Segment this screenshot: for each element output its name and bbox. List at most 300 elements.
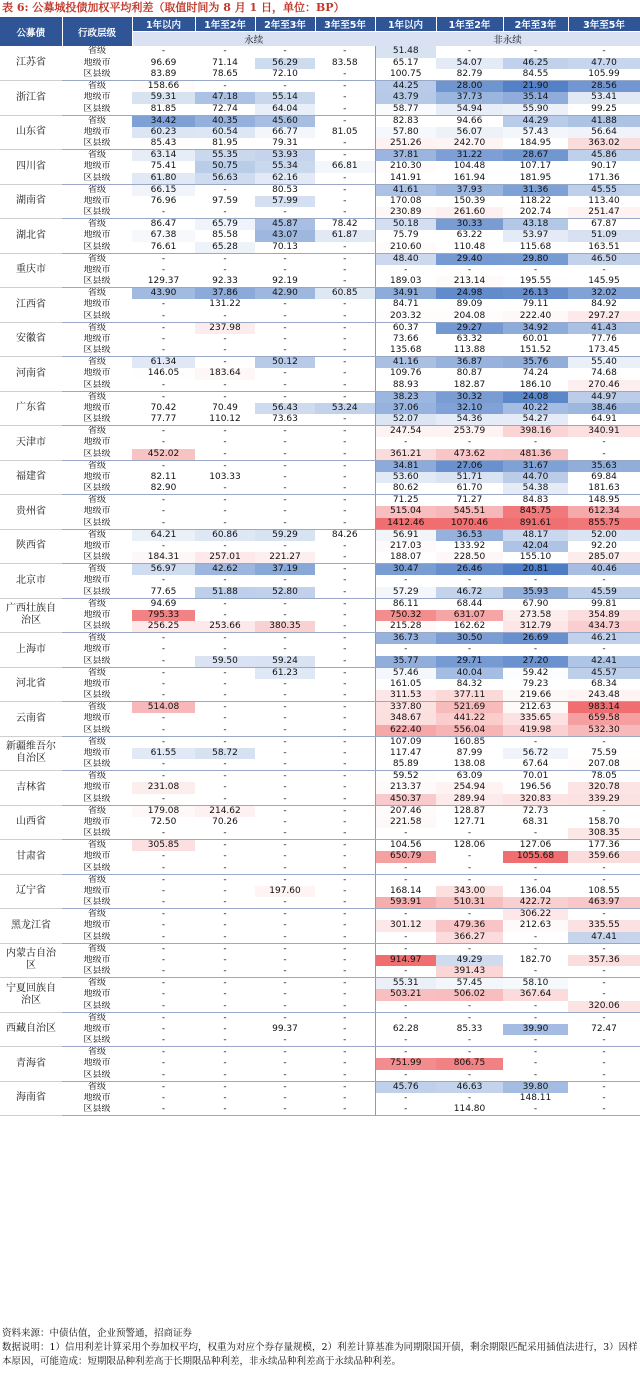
spread-value: 515.04 bbox=[375, 506, 436, 518]
spread-value: 60.37 bbox=[392, 322, 419, 333]
level-label: 区县级 bbox=[62, 483, 132, 495]
spread-value: 56.29 bbox=[255, 58, 315, 70]
spread-value: - bbox=[223, 978, 227, 988]
spread-value: 37.86 bbox=[195, 288, 255, 300]
spread-value: 593.91 bbox=[375, 897, 436, 909]
spread-value: 105.99 bbox=[568, 69, 640, 81]
spread-value: 207.46 bbox=[375, 805, 436, 817]
spread-value: - bbox=[375, 1001, 436, 1013]
spread-value: 74.24 bbox=[522, 368, 549, 379]
province-name: 河南省 bbox=[0, 357, 62, 392]
spread-value: 51.09 bbox=[568, 230, 640, 242]
province-name: 辽宁省 bbox=[0, 874, 62, 909]
table-row bbox=[0, 104, 640, 116]
spread-value: - bbox=[315, 357, 375, 369]
spread-value: - bbox=[315, 667, 375, 679]
spread-value: - bbox=[315, 1081, 375, 1093]
spread-value: 103.33 bbox=[209, 471, 241, 482]
spread-value: 42.62 bbox=[195, 564, 255, 576]
spread-value: 118.22 bbox=[519, 195, 552, 206]
table-row bbox=[0, 805, 640, 817]
level-label: 省级 bbox=[87, 357, 106, 367]
spread-value: - bbox=[602, 805, 606, 816]
spread-value: 54.94 bbox=[436, 104, 503, 116]
spread-value: - bbox=[283, 299, 287, 310]
spread-value: 34.92 bbox=[503, 322, 568, 334]
spread-value: 845.75 bbox=[503, 506, 568, 518]
spread-value: 24.98 bbox=[436, 288, 503, 300]
province-name: 江西省 bbox=[0, 288, 62, 323]
spread-value: 84.26 bbox=[315, 529, 375, 541]
spread-value: - bbox=[132, 863, 195, 875]
spread-value: - bbox=[283, 851, 287, 862]
spread-value: 251.26 bbox=[375, 138, 436, 150]
spread-value: - bbox=[195, 311, 255, 323]
spread-value: - bbox=[132, 1070, 195, 1082]
spread-value: 366.27 bbox=[436, 932, 503, 944]
province-name: 宁夏回族自治区 bbox=[0, 978, 62, 1013]
spread-value: - bbox=[195, 1070, 255, 1082]
spread-value: - bbox=[161, 426, 166, 436]
table-row bbox=[0, 541, 640, 553]
spread-value: 35.77 bbox=[375, 656, 436, 668]
spread-value: - bbox=[283, 264, 287, 275]
level-label: 地级市 bbox=[83, 471, 111, 482]
spread-value: 795.33 bbox=[132, 610, 195, 622]
spread-value: 78.05 bbox=[591, 771, 617, 781]
spread-value: - bbox=[467, 1092, 472, 1103]
spread-value: 148.11 bbox=[519, 1092, 552, 1103]
spread-value: - bbox=[315, 207, 375, 219]
spread-value: 253.66 bbox=[195, 621, 255, 633]
level-label: 地级市 bbox=[83, 161, 111, 172]
province-name: 湖南省 bbox=[0, 184, 62, 219]
level-label: 省级 bbox=[87, 909, 106, 919]
spread-value: - bbox=[315, 1001, 375, 1013]
level-label: 省级 bbox=[87, 1047, 106, 1057]
spread-value: 434.73 bbox=[568, 621, 640, 633]
spread-value: 84.32 bbox=[456, 678, 483, 689]
spread-value: - bbox=[161, 1081, 166, 1092]
spread-value: 56.64 bbox=[568, 127, 640, 139]
spread-value: 52.07 bbox=[375, 414, 436, 426]
spread-value: - bbox=[315, 851, 375, 863]
table-row bbox=[0, 633, 640, 645]
table-row bbox=[0, 357, 640, 369]
table-row bbox=[0, 196, 640, 208]
spread-value: 207.08 bbox=[568, 759, 640, 771]
spread-value: - bbox=[283, 81, 287, 91]
level-label: 省级 bbox=[87, 219, 106, 229]
spread-value: - bbox=[602, 1081, 606, 1092]
spread-value: 297.27 bbox=[568, 311, 640, 323]
table-row bbox=[0, 253, 640, 265]
spread-value: 52.00 bbox=[568, 529, 640, 541]
spread-value: 60.86 bbox=[195, 529, 255, 541]
spread-value: - bbox=[255, 207, 315, 219]
spread-value: - bbox=[255, 725, 315, 737]
spread-value: - bbox=[404, 437, 408, 448]
spread-value: - bbox=[315, 713, 375, 725]
spread-value: 31.67 bbox=[503, 460, 568, 472]
spread-value: 42.90 bbox=[255, 288, 315, 300]
spread-value: 54.38 bbox=[503, 483, 568, 495]
spread-value: 49.29 bbox=[436, 955, 503, 967]
spread-value: - bbox=[161, 920, 166, 931]
province-name: 重庆市 bbox=[0, 253, 62, 288]
spread-value: - bbox=[315, 104, 375, 116]
spread-value: 221.27 bbox=[255, 552, 315, 564]
spread-value: - bbox=[195, 725, 255, 737]
province-name: 四川省 bbox=[0, 150, 62, 185]
table-row bbox=[0, 242, 640, 254]
spread-value: 450.37 bbox=[375, 794, 436, 806]
level-label: 区县级 bbox=[62, 552, 132, 564]
spread-value: - bbox=[375, 966, 436, 978]
spread-value: - bbox=[315, 564, 375, 576]
spread-value: - bbox=[283, 471, 287, 482]
spread-value: - bbox=[315, 541, 375, 553]
spread-value: - bbox=[283, 368, 287, 379]
spread-value: 650.79 bbox=[375, 851, 436, 863]
spread-value: - bbox=[315, 299, 375, 311]
level-label: 省级 bbox=[87, 771, 106, 781]
table-row bbox=[0, 334, 640, 346]
table-row bbox=[0, 150, 640, 162]
spread-value: - bbox=[255, 690, 315, 702]
level-label: 地级市 bbox=[83, 1023, 111, 1034]
spread-value: 64.21 bbox=[132, 529, 195, 541]
table-row bbox=[0, 713, 640, 725]
spread-value: - bbox=[132, 1035, 195, 1047]
spread-value: - bbox=[161, 333, 166, 344]
spread-value: 71.27 bbox=[456, 495, 483, 505]
spread-value: - bbox=[195, 828, 255, 840]
level-label: 省级 bbox=[87, 322, 106, 333]
spread-value: - bbox=[161, 540, 166, 551]
spread-value: 195.55 bbox=[503, 276, 568, 288]
level-label: 省级 bbox=[87, 736, 106, 747]
level-label: 地级市 bbox=[83, 1058, 111, 1069]
table-row bbox=[0, 173, 640, 185]
spread-value: - bbox=[602, 943, 606, 954]
spread-value: 75.59 bbox=[591, 747, 617, 758]
spread-value: - bbox=[315, 472, 375, 484]
spread-value: - bbox=[283, 540, 287, 551]
table-row bbox=[0, 380, 640, 392]
spread-value: 452.02 bbox=[132, 449, 195, 461]
spread-value: 312.79 bbox=[503, 621, 568, 633]
spread-value: - bbox=[283, 978, 287, 988]
spread-value: - bbox=[375, 1070, 436, 1082]
spread-value: 203.32 bbox=[375, 311, 436, 323]
spread-value: 60.85 bbox=[315, 288, 375, 300]
spread-value: - bbox=[195, 1035, 255, 1047]
spread-value: - bbox=[195, 345, 255, 357]
spread-value: 94.66 bbox=[456, 115, 483, 126]
level-label: 地级市 bbox=[83, 920, 111, 931]
spread-value: 85.58 bbox=[212, 230, 238, 241]
spread-value: 40.22 bbox=[503, 403, 568, 415]
spread-value: 48.17 bbox=[503, 529, 568, 541]
spread-value: 37.19 bbox=[255, 564, 315, 576]
spread-value: 136.04 bbox=[519, 885, 552, 896]
province-name: 安徽省 bbox=[0, 322, 62, 357]
spread-table bbox=[0, 17, 640, 1116]
spread-value: 84.71 bbox=[392, 299, 419, 310]
spread-value: 44.29 bbox=[503, 115, 568, 127]
spread-value: - bbox=[315, 587, 375, 599]
spread-value: - bbox=[283, 702, 287, 712]
spread-value: 230.89 bbox=[375, 207, 436, 219]
spread-value: 67.90 bbox=[522, 598, 549, 609]
spread-value: - bbox=[283, 840, 287, 850]
spread-value: 305.85 bbox=[132, 840, 195, 852]
spread-value: 183.64 bbox=[195, 368, 255, 380]
spread-value: - bbox=[223, 357, 227, 367]
spread-value: 57.29 bbox=[375, 587, 436, 599]
spread-value: 221.58 bbox=[375, 817, 436, 829]
spread-value: 63.22 bbox=[456, 230, 483, 241]
spread-value: 90.17 bbox=[591, 161, 617, 172]
spread-value: 44.97 bbox=[568, 391, 640, 403]
spread-value: 71.25 bbox=[392, 495, 419, 505]
spread-value: 61.87 bbox=[315, 230, 375, 242]
level-label: 地级市 bbox=[83, 368, 111, 379]
spread-value: - bbox=[223, 81, 227, 91]
spread-value: - bbox=[132, 794, 195, 806]
spread-value: 222.40 bbox=[503, 311, 568, 323]
spread-value: 32.10 bbox=[436, 403, 503, 415]
spread-value: 113.40 bbox=[588, 195, 620, 206]
spread-value: - bbox=[315, 794, 375, 806]
spread-value: 57.45 bbox=[436, 978, 503, 990]
spread-value: 377.11 bbox=[436, 690, 503, 702]
spread-value: - bbox=[283, 943, 287, 954]
spread-value: - bbox=[467, 1047, 472, 1057]
spread-value: 545.51 bbox=[436, 506, 503, 518]
table-row bbox=[0, 598, 640, 610]
province-name: 青海省 bbox=[0, 1047, 62, 1082]
level-label: 地级市 bbox=[83, 333, 111, 344]
level-label: 区县级 bbox=[62, 449, 132, 461]
spread-value: - bbox=[161, 575, 166, 586]
spread-value: - bbox=[195, 483, 255, 495]
spread-value: - bbox=[283, 1092, 287, 1103]
spread-value: - bbox=[315, 253, 375, 265]
spread-value: 514.08 bbox=[132, 702, 195, 714]
table-row bbox=[0, 403, 640, 415]
spread-value: 77.77 bbox=[132, 414, 195, 426]
spread-value: 85.89 bbox=[375, 759, 436, 771]
spread-value: - bbox=[315, 932, 375, 944]
level-label: 地级市 bbox=[83, 885, 111, 896]
spread-value: 30.47 bbox=[375, 564, 436, 576]
spread-value: 64.91 bbox=[568, 414, 640, 426]
spread-value: 855.75 bbox=[568, 518, 640, 530]
spread-value: - bbox=[132, 966, 195, 978]
header-row bbox=[0, 17, 640, 32]
spread-value: 37.81 bbox=[375, 150, 436, 162]
table-row bbox=[0, 759, 640, 771]
spread-value: - bbox=[161, 678, 166, 689]
spread-value: 55.34 bbox=[255, 161, 315, 173]
province-name: 甘肃省 bbox=[0, 840, 62, 875]
spread-value: - bbox=[315, 874, 375, 886]
spread-value: - bbox=[132, 1001, 195, 1013]
spread-value: 247.54 bbox=[375, 426, 436, 438]
spread-value: 197.60 bbox=[255, 886, 315, 898]
table-row bbox=[0, 828, 640, 840]
spread-value: 891.61 bbox=[503, 518, 568, 530]
spread-value: 48.40 bbox=[375, 253, 436, 265]
spread-value: - bbox=[161, 264, 166, 275]
spread-value: - bbox=[404, 874, 408, 885]
spread-value: - bbox=[315, 69, 375, 81]
province-name: 广东省 bbox=[0, 391, 62, 426]
spread-value: 42.41 bbox=[568, 656, 640, 668]
spread-value: 631.07 bbox=[436, 610, 503, 622]
table-row bbox=[0, 863, 640, 875]
spread-value: 96.69 bbox=[150, 57, 177, 68]
spread-value: - bbox=[404, 943, 408, 954]
table-row bbox=[0, 1093, 640, 1105]
spread-value: 113.88 bbox=[436, 345, 503, 357]
level-label: 地级市 bbox=[83, 126, 111, 137]
spread-value: - bbox=[161, 1023, 166, 1034]
spread-value: 320.83 bbox=[503, 794, 568, 806]
spread-value: - bbox=[161, 644, 166, 655]
spread-value: - bbox=[195, 966, 255, 978]
table-row bbox=[0, 955, 640, 967]
spread-value: 43.18 bbox=[503, 219, 568, 231]
table-row bbox=[0, 989, 640, 1001]
table-row bbox=[0, 506, 640, 518]
spread-value: - bbox=[132, 207, 195, 219]
spread-value: - bbox=[568, 449, 640, 461]
spread-value: - bbox=[161, 851, 166, 862]
spread-value: - bbox=[223, 989, 227, 1000]
spread-value: 50.75 bbox=[195, 161, 255, 173]
spread-value: 35.14 bbox=[503, 92, 568, 104]
spread-value: 171.36 bbox=[568, 173, 640, 185]
table-row bbox=[0, 1058, 640, 1070]
spread-value: 181.95 bbox=[503, 173, 568, 185]
spread-value: - bbox=[223, 874, 227, 885]
spread-value: - bbox=[283, 46, 287, 57]
spread-value: - bbox=[223, 840, 227, 850]
spread-value: 117.47 bbox=[390, 747, 422, 758]
table-row bbox=[0, 483, 640, 495]
level-label: 省级 bbox=[87, 150, 106, 160]
spread-value: 55.14 bbox=[255, 92, 315, 104]
spread-value: 68.34 bbox=[591, 678, 617, 689]
level-label: 地级市 bbox=[83, 540, 111, 551]
spread-value: - bbox=[315, 495, 375, 507]
header-period: 1年以内 bbox=[132, 17, 195, 32]
spread-value: - bbox=[602, 575, 606, 586]
spread-value: - bbox=[315, 1058, 375, 1070]
spread-value: 84.55 bbox=[503, 69, 568, 81]
spread-value: 57.80 bbox=[375, 127, 436, 139]
province-name: 吉林省 bbox=[0, 771, 62, 806]
spread-value: 41.88 bbox=[568, 115, 640, 127]
spread-value: - bbox=[283, 575, 287, 586]
spread-value: 60.54 bbox=[195, 127, 255, 139]
spread-value: 750.32 bbox=[375, 610, 436, 622]
spread-value: - bbox=[132, 725, 195, 737]
spread-value: 59.52 bbox=[375, 771, 436, 783]
spread-value: - bbox=[315, 736, 375, 748]
spread-value: 110.48 bbox=[436, 242, 503, 254]
spread-value: 71.14 bbox=[212, 57, 238, 68]
spread-value: - bbox=[195, 1001, 255, 1013]
level-label: 区县级 bbox=[62, 897, 132, 909]
spread-value: - bbox=[315, 81, 375, 93]
spread-value: 213.37 bbox=[375, 782, 436, 794]
spread-value: 146.05 bbox=[132, 368, 195, 380]
spread-value: 82.90 bbox=[132, 483, 195, 495]
table-row bbox=[0, 219, 640, 231]
spread-value: - bbox=[283, 954, 287, 965]
level-label: 区县级 bbox=[62, 1104, 132, 1116]
spread-value: 56.97 bbox=[132, 564, 195, 576]
spread-value: - bbox=[161, 322, 166, 333]
province-name: 福建省 bbox=[0, 460, 62, 495]
spread-value: - bbox=[255, 1001, 315, 1013]
spread-value: - bbox=[132, 518, 195, 530]
spread-value: 72.50 bbox=[150, 816, 177, 827]
spread-value: 24.08 bbox=[503, 391, 568, 403]
spread-value: 79.31 bbox=[255, 138, 315, 150]
spread-value: - bbox=[315, 920, 375, 932]
spread-value: 1070.46 bbox=[436, 518, 503, 530]
spread-value: - bbox=[315, 621, 375, 633]
spread-value: - bbox=[255, 759, 315, 771]
spread-value: - bbox=[283, 460, 287, 471]
spread-value: 273.58 bbox=[503, 610, 568, 622]
spread-value: - bbox=[315, 897, 375, 909]
spread-value: 79.11 bbox=[522, 299, 549, 310]
spread-value: 74.68 bbox=[591, 368, 617, 379]
spread-value: 35.93 bbox=[503, 587, 568, 599]
table-row bbox=[0, 840, 640, 852]
spread-value: - bbox=[404, 575, 408, 586]
level-label: 地级市 bbox=[83, 954, 111, 965]
table-row bbox=[0, 782, 640, 794]
level-label: 省级 bbox=[87, 1081, 106, 1092]
spread-value: 55.90 bbox=[503, 104, 568, 116]
spread-value: - bbox=[404, 1012, 408, 1023]
spread-value: 76.96 bbox=[150, 195, 177, 206]
level-label: 区县级 bbox=[62, 932, 132, 944]
header-period: 1年至2年 bbox=[195, 17, 255, 32]
spread-value: 186.10 bbox=[503, 380, 568, 392]
spread-value: 45.59 bbox=[568, 587, 640, 599]
spread-value: 89.09 bbox=[456, 299, 483, 310]
spread-value: 65.79 bbox=[195, 219, 255, 231]
spread-value: 138.08 bbox=[436, 759, 503, 771]
spread-value: 99.25 bbox=[568, 104, 640, 116]
spread-value: 463.97 bbox=[568, 897, 640, 909]
spread-value: - bbox=[223, 702, 227, 712]
header-period: 1年至2年 bbox=[436, 17, 503, 32]
spread-value: 503.21 bbox=[375, 989, 436, 1001]
spread-value: - bbox=[602, 1047, 606, 1057]
table-row bbox=[0, 276, 640, 288]
level-label: 省级 bbox=[87, 495, 106, 505]
spread-value: 54.07 bbox=[436, 58, 503, 70]
